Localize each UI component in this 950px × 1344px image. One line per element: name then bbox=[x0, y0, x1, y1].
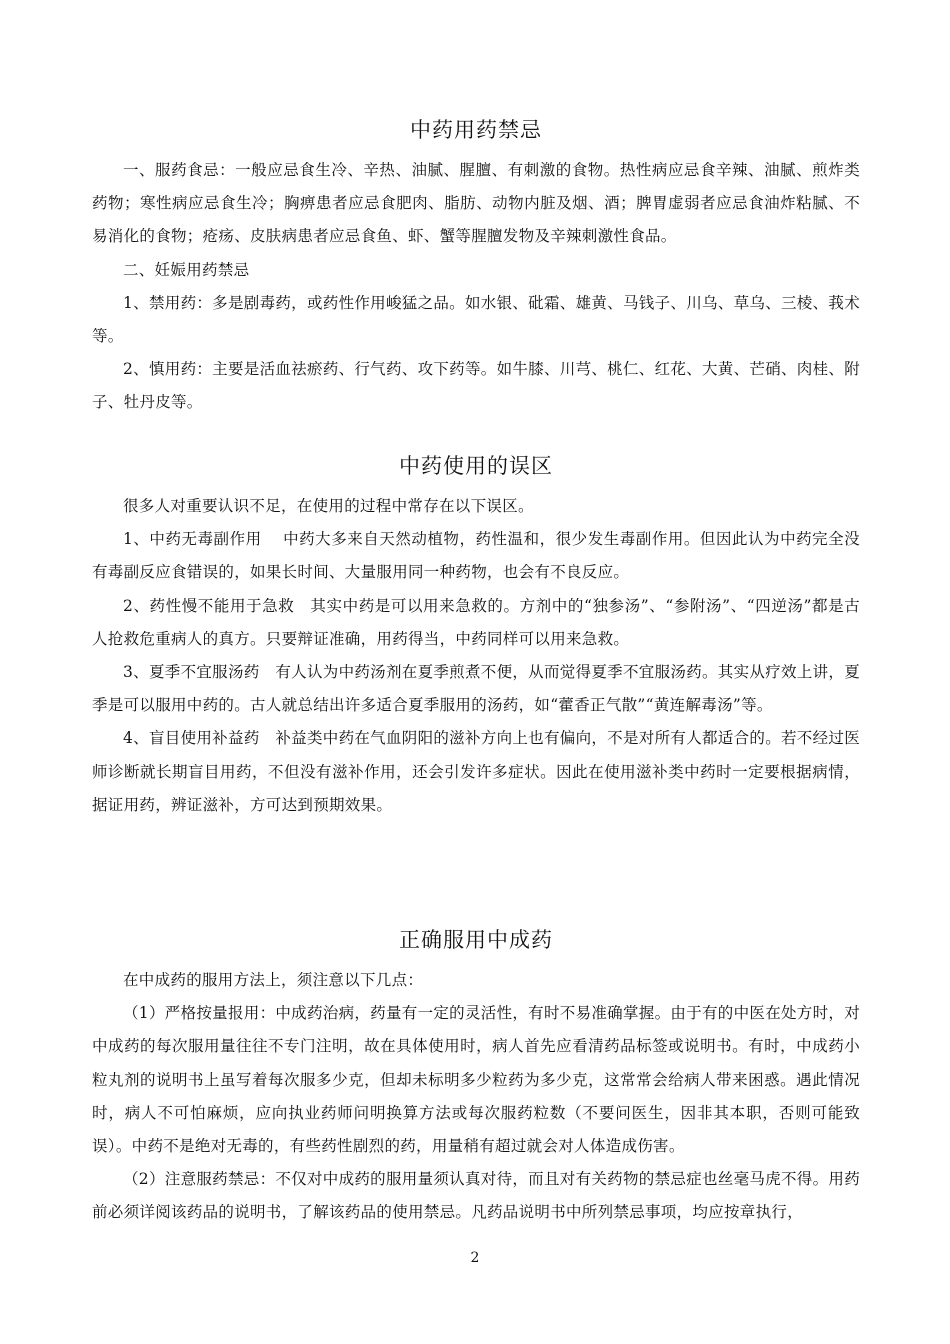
paragraph: 1、禁用药：多是剧毒药，或药性作用峻猛之品。如水银、砒霜、雄黄、马钱子、川乌、草乌、三棱、莪术等。 bbox=[92, 293, 860, 346]
paragraph: 2、药性慢不能用于急救 其实中药是可以用来急救的。方剂中的“独参汤”、“参附汤”、“四逆汤”都是古人抢救危重病人的真方。只要辩证准确，用药得当，中药同样可以用来急救。 bbox=[92, 596, 860, 648]
paragraph: 二、妊娠用药禁忌 bbox=[123, 260, 250, 279]
paragraph: 2、慎用药：主要是活血祛瘀药、行气药、攻下药等。如牛膝、川芎、桃仁、红花、大黄、芒硝、肉桂、附子、牡丹皮等。 bbox=[92, 360, 860, 412]
paragraph: 在中成药的服用方法上，须注意以下几点： bbox=[123, 971, 424, 989]
section-title: 中药使用的误区 bbox=[399, 454, 553, 478]
paragraph: 很多人对重要认识不足，在使用的过程中常存在以下误区。 bbox=[123, 497, 534, 515]
section-proper-use-of-patent-medicine bbox=[92, 926, 860, 1230]
page-number: 2 bbox=[470, 1250, 480, 1266]
paragraph: （1）严格按量报用：中成药治病，药量有一定的灵活性，有时不易准确掌握。由于有的中医在处方时，对中成药的每次服用量往往不专门注明，故在具体使用时，病人首先应看清药品标签或说明书。有时，中成药小粒丸剂的说明书上虽写着每次服多少克，但却未标明多少粒药为多少克，这常常会给病人带来困惑。遇此情况时，病人不可怕麻烦，应向执业药师问明换算方法或每次服药粒数（不要问医生，因非其本职，否则可能致误）。中药不是绝对无毒的，有些药性剧烈的药，用量稍有超过就会对人体造成伤害。 bbox=[92, 1004, 860, 1156]
section-title: 中药用药禁忌 bbox=[410, 118, 542, 142]
paragraph: 4、盲目使用补益药 补益类中药在气血阴阳的滋补方向上也有偏向，不是对所有人都适合的。若不经过医师诊断就长期盲目用药，不但没有滋补作用，还会引发许多症状。因此在使用滋补类中药时一定要根据病情，据证用药，辨证滋补，方可达到预期效果。 bbox=[92, 729, 860, 814]
paragraph: 一、服药食忌：一般应忌食生冷、辛热、油腻、腥膻、有刺激的食物。热性病应忌食辛辣、油腻、煎炸类药物；寒性病应忌食生冷；胸痹患者应忌食肥肉、脂肪、动物内脏及烟、酒；脾胃虚弱者应忌食油炸粘腻、不易消化的食物；疮疡、皮肤病患者应忌食鱼、虾、蟹等腥膻发物及辛辣刺激性食品。 bbox=[92, 161, 860, 246]
paragraph: （2）注意服药禁忌：不仅对中成药的服用量须认真对待，而且对有关药物的禁忌症也丝毫马虎不得。用药前必须详阅该药品的说明书，了解该药品的使用禁忌。凡药品说明书中所列禁忌事项，均应按章执行， bbox=[92, 1170, 860, 1222]
section-medication-taboos bbox=[92, 116, 860, 420]
section-title: 正确服用中成药 bbox=[399, 928, 553, 952]
section-usage-misconceptions bbox=[92, 452, 860, 822]
paragraph: 1、中药无毒副作用 中药大多来自天然动植物，药性温和，很少发生毒副作用。但因此认为中药完全没有毒副反应食错误的，如果长时间、大量服用同一种药物，也会有不良反应。 bbox=[92, 530, 860, 582]
paragraph: 3、夏季不宜服汤药 有人认为中药汤剂在夏季煎煮不便，从而觉得夏季不宜服汤药。其实从疗效上讲，夏季是可以服用中药的。古人就总结出许多适合夏季服用的汤药，如“藿香正气散”“黄连解毒汤”等。 bbox=[92, 663, 860, 715]
